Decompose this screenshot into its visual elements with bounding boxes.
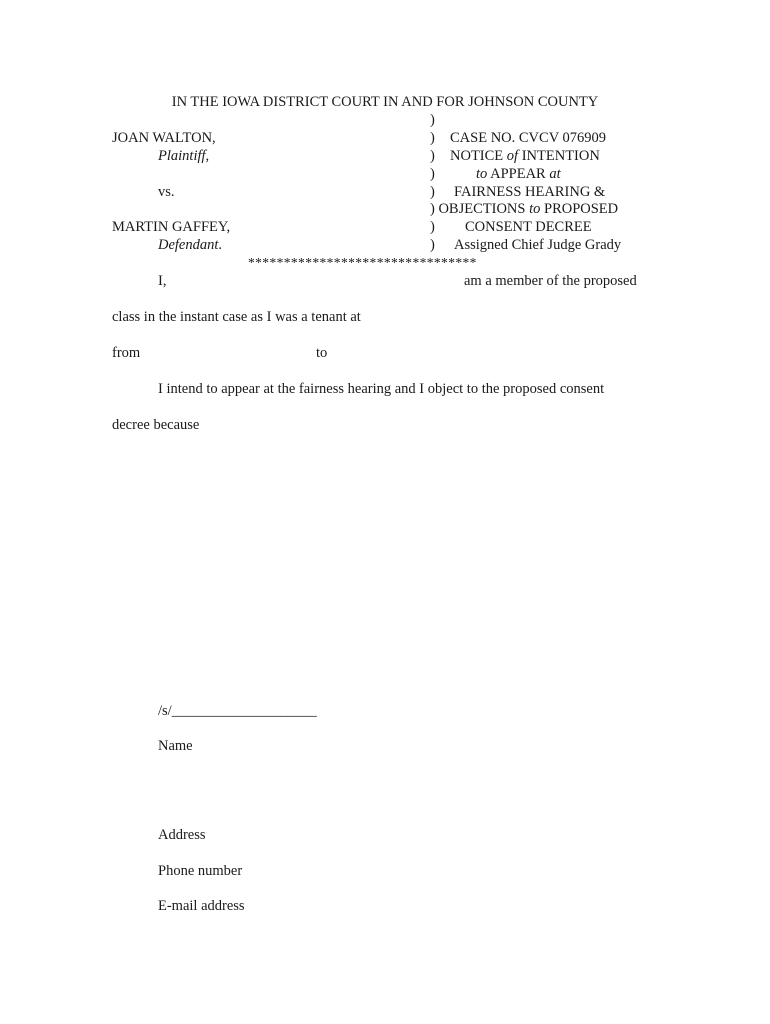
assigned-judge: Assigned Chief Judge Grady xyxy=(454,237,622,253)
body-line2: class in the instant case as I was a tenant at xyxy=(112,309,361,325)
notice-title xyxy=(450,147,600,165)
appear-to: to xyxy=(476,166,488,182)
body-line4: I intend to appear at the fairness hearing and I object to the proposed consent xyxy=(158,381,605,397)
objections-to: to xyxy=(529,201,541,217)
email-label: E-mail address xyxy=(158,898,245,914)
plaintiff-role-text: Plaintiff xyxy=(158,148,206,164)
caption-paren-3: ) xyxy=(430,148,435,164)
body-to-label: to xyxy=(316,345,328,361)
court-header: IN THE IOWA DISTRICT COURT IN AND FOR JOHNSON COUNTY xyxy=(171,94,599,110)
name-label: Name xyxy=(158,738,193,754)
notice-word: NOTICE xyxy=(450,148,507,164)
caption-paren-6: ) xyxy=(430,219,435,235)
defendant-role-text: Defendant xyxy=(158,237,219,253)
versus-label: vs. xyxy=(158,184,175,200)
defendant-name: MARTIN GAFFEY, xyxy=(112,219,231,235)
case-number: CASE NO. CVCV 076909 xyxy=(450,130,607,146)
consent-decree: CONSENT DECREE xyxy=(465,219,592,235)
notice-of: of xyxy=(506,148,519,164)
body-line5: decree because xyxy=(112,417,200,433)
caption-paren-7: ) xyxy=(430,237,435,253)
defendant-role xyxy=(158,236,222,254)
appear-line xyxy=(476,165,561,183)
caption-paren-5: ) xyxy=(430,184,435,200)
objections-prefix: ) OBJECTIONS xyxy=(430,201,530,217)
phone-label: Phone number xyxy=(158,863,243,879)
objections-proposed: PROPOSED xyxy=(540,201,619,217)
signature-line: /s/____________________ xyxy=(158,703,317,719)
objections-line xyxy=(430,200,618,218)
caption-separator: ******************************** xyxy=(248,255,477,270)
appear-word: APPEAR xyxy=(487,166,550,182)
caption-paren-4: ) xyxy=(430,166,435,182)
body-from-label: from xyxy=(112,345,141,361)
body-line1-end: am a member of the proposed xyxy=(464,273,637,289)
address-label: Address xyxy=(158,827,206,843)
caption-paren-1: ) xyxy=(430,112,435,128)
plaintiff-role xyxy=(158,147,209,165)
body-line1-start: I, xyxy=(158,273,167,289)
fairness-hearing: FAIRNESS HEARING & xyxy=(454,184,606,200)
defendant-role-suffix: . xyxy=(218,237,223,253)
plaintiff-role-suffix: , xyxy=(205,148,210,164)
plaintiff-name: JOAN WALTON, xyxy=(112,130,216,146)
caption-paren-2: ) xyxy=(430,130,435,146)
notice-intention: INTENTION xyxy=(518,148,600,164)
appear-at: at xyxy=(549,166,561,182)
